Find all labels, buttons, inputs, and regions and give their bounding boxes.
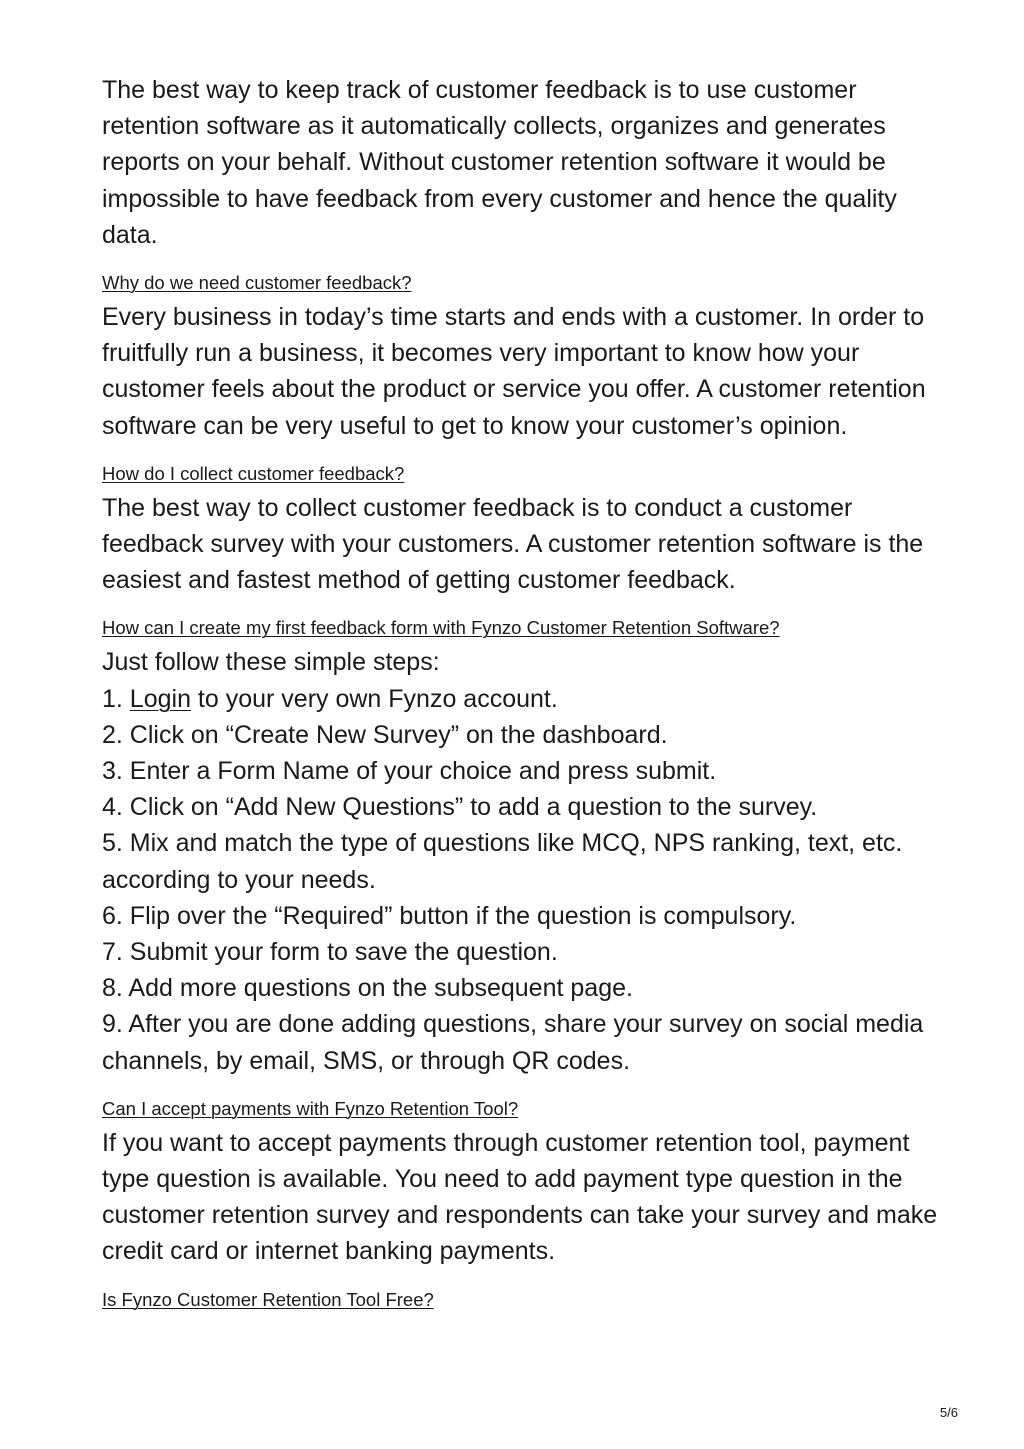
- faq-question-create-form[interactable]: How can I create my first feedback form with Fynzo Customer Retention Software?: [102, 617, 780, 639]
- faq-answer-payments: If you want to accept payments through customer retention tool, payment type question is available. You need to add payment type question in the customer retention survey and respondents can take your survey and make credit card or internet banking payments.: [102, 1128, 938, 1266]
- faq-question-collect-feedback[interactable]: How do I collect customer feedback?: [102, 462, 405, 484]
- step-item: [102, 681, 942, 717]
- step-item: 8. Add more questions on the subsequent page.: [102, 974, 633, 1003]
- steps-lead: Just follow these simple steps:: [102, 648, 440, 677]
- step-item: 7. Submit your form to save the question.: [102, 938, 558, 967]
- document-page: [102, 72, 942, 1316]
- faq-answer-why-feedback: Every business in today’s time starts and ends with a customer. In order to fruitfully run a business, it becomes very important to know how your customer feels about the product or service you offer. A customer retention software can be very useful to get to know your customer’s opinion.: [102, 303, 926, 440]
- intro-paragraph: The best way to keep track of customer feedback is to use customer retention software as it automatically collects, organizes and generates reports on your behalf. Without customer retention software it would be impossible to have feedback from every customer and hence the quality data.: [102, 76, 897, 249]
- faq-question-why-feedback[interactable]: Why do we need customer feedback?: [102, 272, 412, 294]
- step-item: 9. After you are done adding questions, share your survey on social media channels, by email, SMS, or through QR codes.: [102, 1010, 924, 1075]
- step-1-prefix: 1.: [102, 684, 130, 713]
- steps-list: [102, 681, 942, 1079]
- step-item: 3. Enter a Form Name of your choice and press submit.: [102, 757, 717, 786]
- faq-question-payments[interactable]: Can I accept payments with Fynzo Retention Tool?: [102, 1097, 519, 1119]
- step-1-suffix: to your very own Fynzo account.: [190, 684, 558, 713]
- step-item: 5. Mix and match the type of questions like MCQ, NPS ranking, text, etc. according to your needs.: [102, 829, 903, 894]
- faq-question-free[interactable]: Is Fynzo Customer Retention Tool Free?: [102, 1288, 434, 1310]
- step-item: 6. Flip over the “Required” button if the question is compulsory.: [102, 901, 797, 930]
- login-link[interactable]: Login: [129, 684, 191, 713]
- faq-answer-collect-feedback: The best way to collect customer feedback is to conduct a customer feedback survey with your customers. A customer retention software is the easiest and fastest method of getting customer feedback.: [102, 493, 924, 595]
- page-number: 5/6: [939, 1405, 958, 1420]
- step-item: 4. Click on “Add New Questions” to add a question to the survey.: [102, 793, 818, 822]
- step-item: 2. Click on “Create New Survey” on the dashboard.: [102, 720, 668, 749]
